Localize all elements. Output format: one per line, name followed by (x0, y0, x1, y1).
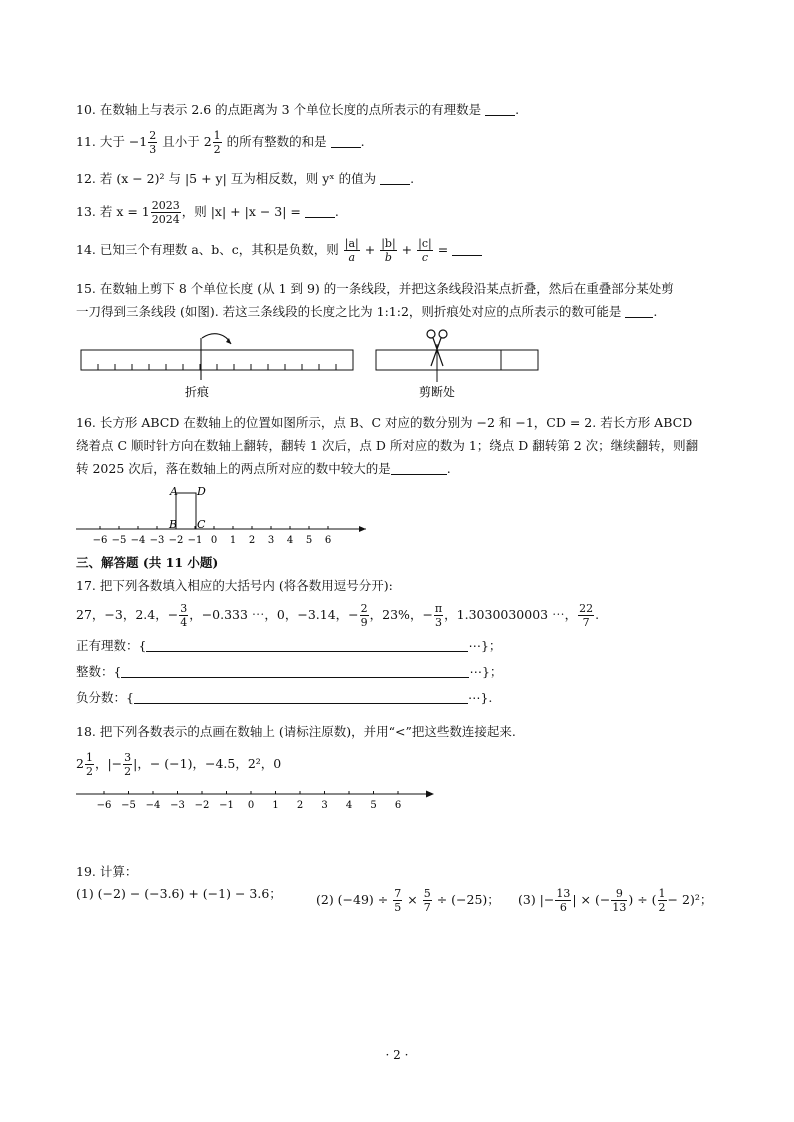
fraction: $\frac{3}{4}$ (180, 602, 188, 629)
question-15-line2: 一刀得到三条线段 (如图). 若这三条线段的长度之比为 1:1:2，则折痕处对应的点所表示的数可能是 . (76, 304, 658, 319)
question-19-part2: (2) (−49) ÷ $\frac{7}{5}$ × $\frac{5}{7}$ ÷ (−25)； (316, 887, 500, 914)
tick-label: −4 (130, 535, 146, 546)
fraction: $\frac{|a|}{a}$ (344, 237, 359, 264)
tick-label: −2 (168, 535, 184, 546)
axis-arrow (426, 791, 434, 798)
label-c: C (197, 518, 206, 531)
tick-label: 3 (321, 800, 328, 811)
answer-blank[interactable] (452, 254, 482, 256)
question-17-intro: 17. 把下列各数填入相应的大括号内 (将各数用逗号分开): (76, 578, 393, 593)
label-b: B (169, 518, 178, 531)
label-a: A (170, 485, 178, 498)
tick-label: −5 (111, 535, 127, 546)
positive-rational-row: 正有理数：{ ⋯}； (76, 638, 502, 653)
section-heading: 三、解答题 (共 11 小题) (76, 555, 219, 570)
tick-label: −3 (149, 535, 165, 546)
tick-label: 0 (247, 800, 255, 811)
question-16-line1: 16. 长方形 ABCD 在数轴上的位置如图所示，点 B、C 对应的数分别为 −2 和 −1，CD = 2. 若长方形 ABCD (76, 415, 693, 430)
fraction: $\frac{|b|}{b}$ (381, 237, 396, 264)
fold-cut-figure (76, 328, 546, 400)
question-18-numbers: 2 $\frac{1}{2}$ ，|− $\frac{3}{2}$ |，− (−1)，−4.5，2²，0 (76, 751, 282, 778)
tick-label: 3 (267, 535, 275, 546)
label-d: D (197, 485, 206, 498)
tick-label: 6 (394, 800, 402, 811)
question-15-line1: 15. 在数轴上剪下 8 个单位长度 (从 1 到 9) 的一条线段，并把这条线段沿某点折叠，然后在重叠部分某处剪 (76, 281, 674, 296)
answer-blank[interactable] (485, 114, 515, 116)
folded-strip (376, 344, 538, 382)
tick-label: −1 (219, 800, 234, 811)
tick-label: 1 (272, 800, 279, 811)
fraction: $\frac{7}{5}$ (394, 887, 402, 914)
integers-row: 整数：{ ⋯}； (76, 664, 503, 679)
fold-label: 折痕 (185, 385, 210, 399)
tick-label: −2 (194, 800, 210, 811)
question-11: 11. 大于 −1 $\frac{2}{3}$ 且小于 2 $\frac{1}{2}$ 的所有整数的和是 . (76, 129, 365, 156)
fraction: $\frac{5}{7}$ (423, 887, 431, 914)
fraction: $\frac{2}{3}$ (149, 129, 157, 156)
q18-number-line[interactable] (76, 784, 446, 814)
fraction: $\frac{\pi}{3}$ (434, 602, 443, 629)
question-19-part1: (1) (−2) − (−3.6) + (−1) − 3.6； (76, 886, 282, 901)
fraction: $\frac{2023}{2024}$ (151, 199, 180, 226)
tick-label: 5 (370, 800, 377, 811)
question-13: 13. 若 x = 1 $\frac{2023}{2024}$ ，则 |x| + |x − 3| = . (76, 199, 339, 226)
page-number: · 2 · (385, 1048, 409, 1062)
integers-input[interactable] (121, 676, 469, 678)
tick-label: 2 (248, 535, 256, 546)
fraction: $\frac{1}{2}$ (658, 887, 666, 914)
fold-arrow (202, 334, 231, 344)
tick-label: −4 (145, 800, 161, 811)
answer-blank[interactable] (331, 146, 361, 148)
tick-label: 6 (324, 535, 332, 546)
tick-label: −6 (92, 535, 108, 546)
question-16-line2: 绕着点 C 顺时针方向在数轴上翻转，翻转 1 次后，点 D 所对应的数为 1；绕点 D 翻转第 2 次；继续翻转，则翻 (76, 438, 699, 453)
fraction: $\frac{9}{13}$ (612, 887, 627, 914)
question-14: 14. 已知三个有理数 a、b、c，其积是负数，则 $\frac{|a|}{a}$ + $\frac{|b|}{b}$ + $\frac{|c|}{c}$ = (76, 238, 482, 263)
fraction: $\frac{13}{6}$ (556, 887, 571, 914)
fraction: $\frac{22}{7}$ (579, 602, 594, 629)
answer-blank[interactable] (305, 216, 335, 218)
fraction: $\frac{1}{2}$ (213, 129, 221, 156)
answer-blank[interactable] (380, 183, 410, 185)
ruler-strip (81, 350, 353, 370)
rectangle-abcd (176, 493, 196, 529)
tick-label: 4 (286, 535, 294, 546)
question-19-intro: 19. 计算： (76, 864, 138, 879)
question-12: 12. 若 (x − 2)² 与 |5 + y| 互为相反数，则 yˣ 的值为 . (76, 171, 415, 186)
question-10: 10. 在数轴上与表示 2.6 的点距离为 3 个单位长度的点所表示的有理数是 . (76, 102, 520, 117)
tick-label: −1 (187, 535, 203, 546)
question-18-intro: 18. 把下列各数表示的点画在数轴上 (请标注原数)，并用“<”把这些数连接起来. (76, 724, 516, 739)
fraction: $\frac{2}{9}$ (360, 602, 368, 629)
tick-label: −6 (96, 800, 112, 811)
tick-label: 1 (229, 535, 237, 546)
fraction: $\frac{|c|}{c}$ (418, 237, 432, 264)
answer-blank[interactable] (391, 473, 447, 475)
tick-label: −3 (170, 800, 185, 811)
fraction: $\frac{3}{2}$ (124, 751, 132, 778)
question-17-numbers: 27，−3，2.4，− $\frac{3}{4}$ ，−0.333 ⋯，0，−3.14，− $\frac{2}{9}$ ，23%，− $\frac{\pi}{3}$ ，1.3030030003 ⋯， $\frac{22}{7}$ . (76, 602, 600, 629)
tick-label: −5 (121, 800, 136, 811)
positive-rational-input[interactable] (146, 650, 468, 652)
negative-fractions-input[interactable] (134, 702, 468, 704)
negative-fractions-row: 负分数：{ ⋯}. (76, 690, 493, 705)
tick-label: 4 (345, 800, 353, 811)
question-19-part3: (3) |− $\frac{13}{6}$ | × (− $\frac{9}{13}$ ) ÷ ( $\frac{1}{2}$ − 2)²； (518, 887, 713, 914)
answer-blank[interactable] (625, 316, 653, 318)
cut-label: 剪断处 (419, 385, 456, 399)
tick-label: 2 (296, 800, 304, 811)
fraction: $\frac{1}{2}$ (85, 751, 93, 778)
tick-label: 0 (210, 535, 218, 546)
question-16-line3: 转 2025 次后，落在数轴上的两点所对应的数中较大的是 . (76, 461, 451, 476)
axis-arrow (359, 526, 366, 532)
rectangle-numberline-figure (76, 484, 376, 548)
tick-label: 5 (305, 535, 313, 546)
